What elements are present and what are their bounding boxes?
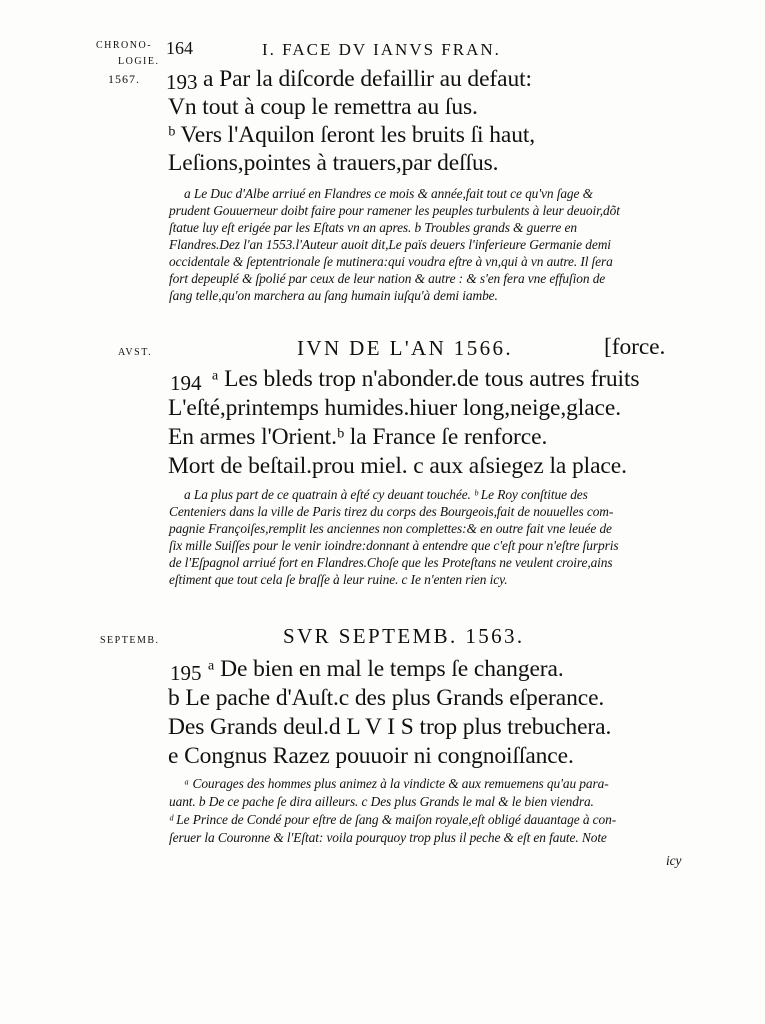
annotation-line: pagnie Françoiſes,remplit les anciennes non complettes:& en outre fait vne leuée de	[169, 521, 612, 536]
annotation-line: prudent Gouuerneur doibt faire pour ramener les peuples turbulents à leur deuoir,dõt	[169, 203, 620, 218]
verse-line: e Congnus Razez pouuoir ni congnoiſſance.	[168, 743, 574, 769]
verse-line: Des Grands deul.d L V I S trop plus trebuchera.	[168, 714, 612, 740]
quatrain-number: 194	[170, 371, 202, 395]
annotation-line: Flandres.Dez l'an 1553.l'Auteur auoit dit,Le païs deuers l'inferieure Germanie demi	[169, 237, 611, 252]
margin-aust: AVST.	[118, 347, 153, 358]
verse-line: Leſions,pointes à trauers,par deſſus.	[168, 150, 499, 176]
annotation-line: Centeniers dans la ville de Paris tirez du corps des Bourgeois,fait de nouuelles com-	[169, 504, 614, 519]
annotation-line: ſang telle,qu'on marchera au ſang humain iuſqu'à demi iambe.	[169, 288, 498, 303]
annotation-line: a La plus part de ce quatrain à eſté cy deuant touchée. ᵇ Le Roy conſtitue des	[184, 487, 588, 502]
annotation-line: uant. b De ce pache ſe dira ailleurs. c Des plus Grands le mal & le bien viendra.	[169, 794, 594, 809]
running-title: I. FACE DV IANVS FRAN.	[262, 40, 501, 59]
verse-line: L'eſté,printemps humides.hiuer long,neige,glace.	[168, 395, 621, 421]
verse-overflow: [force.	[604, 334, 666, 360]
verse-line: ᵇ Vers l'Aquilon ſeront les bruits ſi haut,	[168, 122, 536, 148]
annotation-line: fort depeuplé & ſpolié par ceux de leur nation & autre : & s'en fera vne effuſion de	[169, 271, 606, 286]
quatrain-number: 195	[170, 661, 202, 685]
annotation-line: icy	[666, 853, 682, 868]
annotation-line: a Le Duc d'Albe arriué en Flandres ce mois & année,fait tout ce qu'vn ſage &	[184, 186, 593, 201]
verse-line: En armes l'Orient.ᵇ la France ſe renforce.	[168, 424, 548, 450]
margin-year: 1567.	[108, 72, 140, 86]
verse-line: ᵃ De bien en mal le temps ſe changera.	[208, 656, 564, 682]
annotation-line: occidentale & ſeptentrionale ſe mutinera:qui voudra eſtre à vn,qui à vn autre. Il ſera	[169, 254, 613, 269]
verse-line: Vn tout à coup le remettra au ſus.	[168, 94, 478, 120]
section-heading: IVN DE L'AN 1566.	[297, 336, 514, 360]
annotation-line: ᵈ Le Prince de Condé pour eſtre de ſang & maiſon royale,eſt obligé dauantage à con-	[169, 812, 617, 827]
annotation-line: de l'Eſpagnol arriué fort en Flandres.Choſe que les Proteſtans ne veulent croire,ains	[169, 555, 613, 570]
annotation-line: ſix mille Suiſſes pour le venir ioindre:donnant à entendre que c'eſt pour n'eſtre ſurpris	[169, 538, 619, 553]
annotation-line: ᵃ Courages des hommes plus animez à la vindicte & aux remuemens qu'au para-	[184, 776, 609, 791]
margin-chrono-1: CHRONO-	[96, 40, 153, 51]
margin-chrono-2: LOGIE.	[118, 56, 160, 67]
annotation-line: eſtiment que tout cela ſe braſſe à leur ruine. c Ie n'enten rien icy.	[169, 572, 508, 587]
verse-line: b Le pache d'Auſt.c des plus Grands eſperance.	[168, 685, 605, 711]
annotation-line: ſeruer la Couronne & l'Eſtat: voila pourquoy trop plus il peche & eſt en faute. Note	[169, 830, 607, 845]
verse-line: Mort de beſtail.prou miel. c aux aſsiegez la place.	[168, 453, 627, 479]
page-number: 164	[166, 38, 193, 58]
verse-line: ᵃ Les bleds trop n'abonder.de tous autres fruits	[212, 366, 640, 392]
annotation-line: ſtatue luy eſt erigée par les Eſtats vn an apres. b Troubles grands & guerre en	[169, 220, 577, 235]
verse-line: a Par la diſcorde defaillir au defaut:	[203, 66, 532, 92]
margin-septemb: SEPTEMB.	[100, 635, 160, 646]
section-heading: SVR SEPTEMB. 1563.	[283, 624, 525, 648]
quatrain-number: 193	[166, 70, 198, 94]
